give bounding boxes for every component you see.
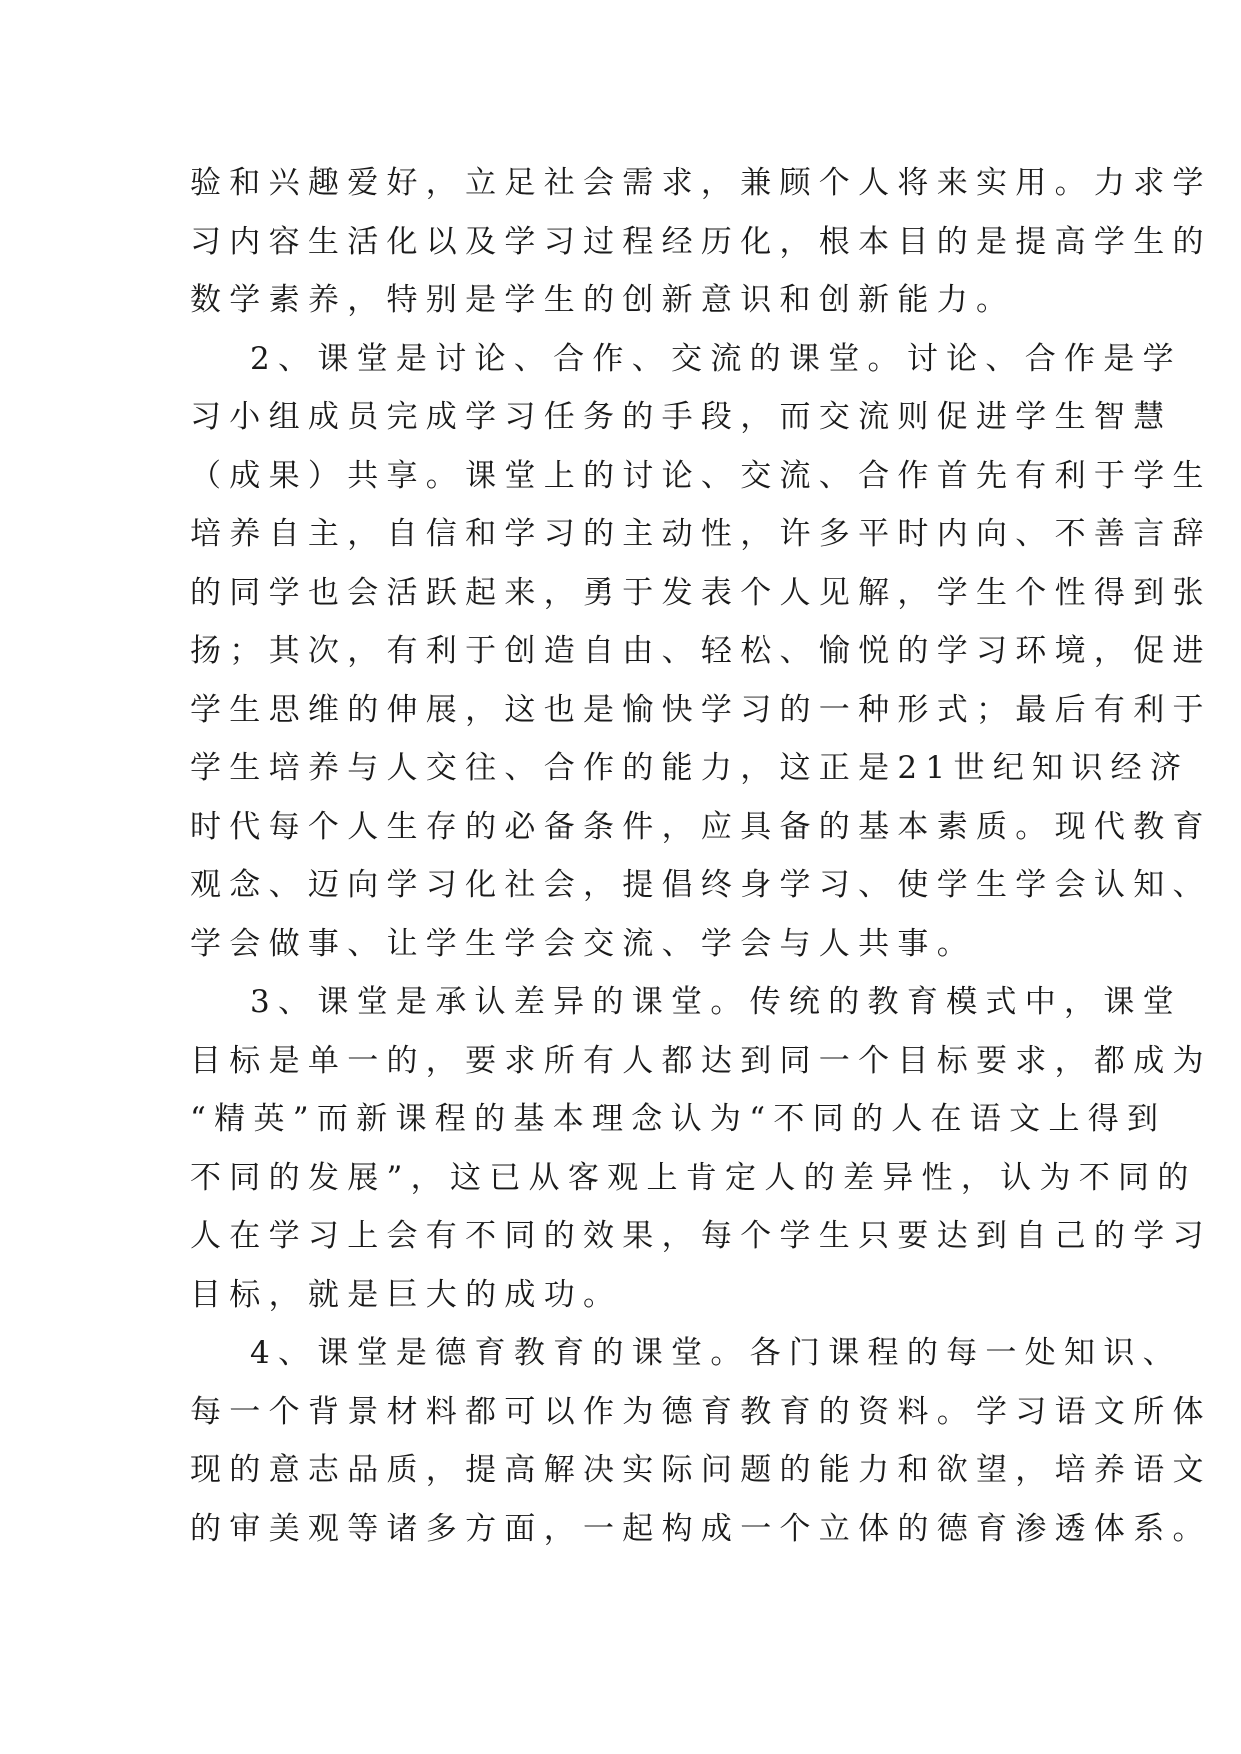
text-line: 学会做事、让学生学会交流、学会与人共事。 [190, 925, 976, 962]
text-line: 目标，就是巨大的成功。 [190, 1276, 623, 1313]
text-line: “精英”而新课程的基本理念认为“不同的人在语文上得到 [190, 1101, 1167, 1137]
text-line: 培养自主，自信和学习的主动性，许多平时内向、不善言辞 [190, 516, 1212, 552]
text-line: 每一个背景材料都可以作为德育教育的资料。学习语文所体 [190, 1393, 1212, 1430]
document-body [190, 154, 1212, 1558]
text-line: 习小组成员完成学习任务的手段，而交流则促进学生智慧 [190, 399, 1173, 435]
text-line: 人在学习上会有不同的效果，每个学生只要达到自己的学习 [190, 1218, 1212, 1254]
text-line: 习内容生活化以及学习过程经历化，根本目的是提高学生的 [190, 223, 1212, 260]
paragraph-first-line: 3、课堂是承认差异的课堂。传统的教育模式中，课堂 [250, 984, 1182, 1020]
text-line: 数学素养，特别是学生的创新意识和创新能力。 [190, 282, 1016, 318]
text-line: 扬；其次，有利于创造自由、轻松、愉悦的学习环境，促进 [190, 633, 1212, 669]
text-line: 时代每个人生存的必备条件，应具备的基本素质。现代教育 [190, 808, 1212, 845]
paragraph-first-line: 2、课堂是讨论、合作、交流的课堂。讨论、合作是学 [250, 340, 1182, 377]
text-line: 的同学也会活跃起来，勇于发表个人见解，学生个性得到张 [190, 574, 1212, 611]
text-line: 不同的发展”，这已从客观上肯定人的差异性，认为不同的 [190, 1159, 1197, 1196]
text-line: 现的意志品质，提高解决实际问题的能力和欲望，培养语文 [190, 1452, 1212, 1488]
paragraph-first-line: 4、课堂是德育教育的课堂。各门课程的每一处知识、 [250, 1335, 1182, 1371]
text-line: 学生思维的伸展，这也是愉快学习的一种形式；最后有利于 [190, 691, 1212, 728]
text-line: 观念、迈向学习化社会，提倡终身学习、使学生学会认知、 [190, 867, 1212, 903]
text-line: 目标是单一的，要求所有人都达到同一个目标要求，都成为 [190, 1042, 1212, 1079]
text-line: 验和兴趣爱好，立足社会需求，兼顾个人将来实用。力求学 [190, 165, 1212, 201]
text-line: 学生培养与人交往、合作的能力，这正是21世纪知识经济 [190, 750, 1190, 786]
text-line: （成果）共享。课堂上的讨论、交流、合作首先有利于学生 [190, 457, 1212, 494]
text-line: 的审美观等诸多方面，一起构成一个立体的德育渗透体系。 [190, 1510, 1212, 1547]
